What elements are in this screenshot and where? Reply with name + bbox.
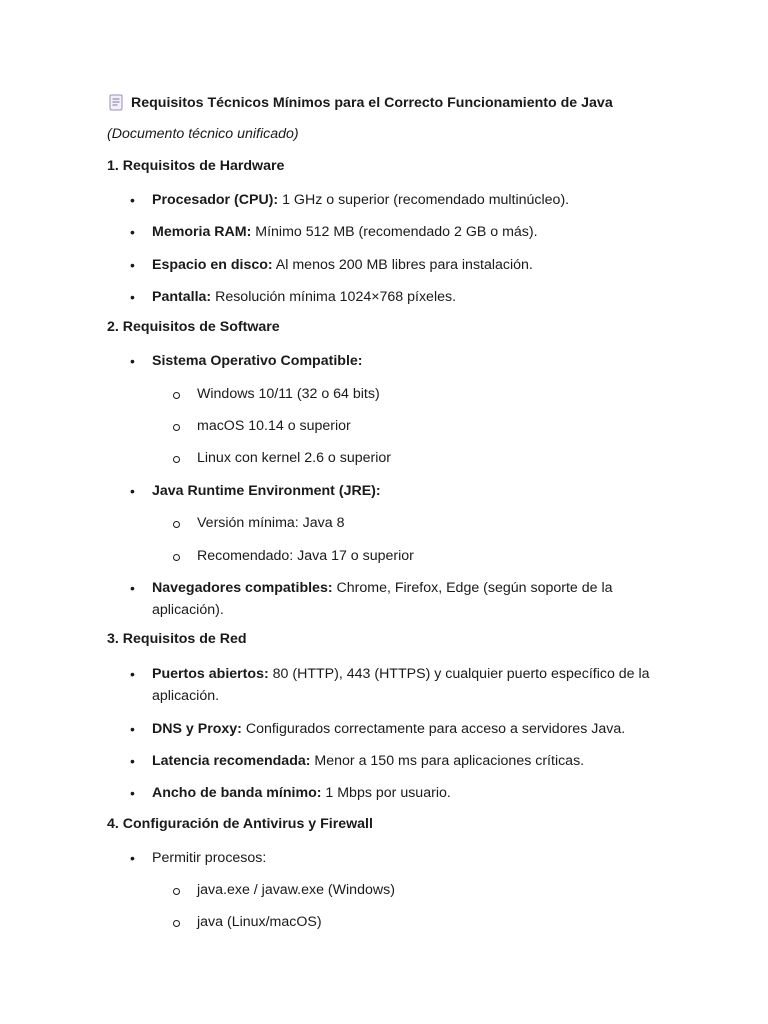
bullet-icon: • (130, 289, 135, 305)
item-text: Configurados correctamente para acceso a servidores Java. (241, 721, 626, 737)
document-subtitle: (Documento técnico unificado) (107, 126, 299, 142)
item-label: Puertos abiertos: (152, 666, 269, 682)
circle-bullet-icon (173, 888, 180, 895)
sub-list-item (197, 879, 395, 901)
sub-item-text: macOS 10.14 o superior (197, 418, 351, 434)
item-text: Al menos 200 MB libres para instalación. (272, 257, 533, 273)
bullet-icon: • (130, 257, 135, 273)
sub-list-item (197, 545, 414, 567)
list-item (130, 847, 662, 869)
bullet-icon: • (130, 753, 135, 769)
bullet-icon: • (130, 850, 135, 866)
item-text: Menor a 150 ms para aplicaciones críticas. (310, 753, 585, 769)
list-item (130, 189, 662, 211)
list-item (130, 577, 662, 621)
item-label: Memoria RAM: (152, 224, 252, 240)
item-label: Procesador (CPU): (152, 192, 279, 208)
document-icon (108, 94, 125, 111)
circle-bullet-icon (173, 554, 180, 561)
bullet-icon: • (130, 224, 135, 240)
circle-bullet-icon (173, 424, 180, 431)
circle-bullet-icon (173, 456, 180, 463)
list-item (130, 221, 662, 243)
bullet-icon: • (130, 353, 135, 369)
item-text: Permitir procesos: (152, 850, 267, 866)
sub-item-text: Recomendado: Java 17 o superior (197, 548, 414, 564)
list-item (130, 782, 662, 804)
bullet-icon: • (130, 580, 135, 596)
sub-list-item (197, 383, 380, 405)
circle-bullet-icon (173, 521, 180, 528)
list-item (130, 286, 662, 308)
item-label: Ancho de banda mínimo: (152, 785, 322, 801)
section-heading-network: 3. Requisitos de Red (107, 631, 247, 647)
sub-list-item (197, 447, 391, 469)
item-text: 80 (HTTP), 443 (HTTPS) y cualquier puerto específico de la aplicación. (152, 666, 650, 704)
item-text: Resolución mínima 1024×768 píxeles. (211, 289, 457, 305)
sub-list-item (197, 512, 344, 534)
section-heading-hardware: 1. Requisitos de Hardware (107, 158, 285, 174)
circle-bullet-icon (173, 920, 180, 927)
item-text: Mínimo 512 MB (recomendado 2 GB o más). (251, 224, 538, 240)
sub-list-item (197, 415, 351, 437)
bullet-icon: • (130, 192, 135, 208)
item-label: Pantalla: (152, 289, 212, 305)
list-item (130, 480, 662, 502)
item-text: Chrome, Firefox, Edge (según soporte de la aplicación). (152, 580, 613, 618)
item-label: DNS y Proxy: (152, 721, 242, 737)
sub-item-text: java.exe / javaw.exe (Windows) (197, 882, 395, 898)
sub-item-text: Versión mínima: Java 8 (197, 515, 345, 531)
list-item (130, 663, 662, 707)
section-heading-antivirus: 4. Configuración de Antivirus y Firewall (107, 816, 373, 832)
item-label: Java Runtime Environment (JRE): (152, 483, 381, 499)
item-label: Sistema Operativo Compatible: (152, 353, 363, 369)
item-label: Navegadores compatibles: (152, 580, 333, 596)
list-item (130, 750, 662, 772)
item-text: 1 GHz o superior (recomendado multinúcleo). (278, 192, 570, 208)
sub-item-text: Linux con kernel 2.6 o superior (197, 450, 392, 466)
list-item (130, 350, 662, 372)
section-heading-software: 2. Requisitos de Software (107, 319, 280, 335)
bullet-icon: • (130, 721, 135, 737)
bullet-icon: • (130, 666, 135, 682)
item-label: Latencia recomendada: (152, 753, 311, 769)
bullet-icon: • (130, 785, 135, 801)
list-item (130, 254, 662, 276)
bullet-icon: • (130, 483, 135, 499)
sub-list-item (197, 911, 322, 933)
sub-item-text: Windows 10/11 (32 o 64 bits) (197, 386, 380, 402)
list-item (130, 718, 662, 740)
title-text: Requisitos Técnicos Mínimos para el Correcto Funcionamiento de Java (131, 94, 613, 111)
sub-item-text: java (Linux/macOS) (197, 914, 322, 930)
document-title (108, 94, 613, 111)
item-label: Espacio en disco: (152, 257, 273, 273)
circle-bullet-icon (173, 392, 180, 399)
item-text: 1 Mbps por usuario. (321, 785, 451, 801)
